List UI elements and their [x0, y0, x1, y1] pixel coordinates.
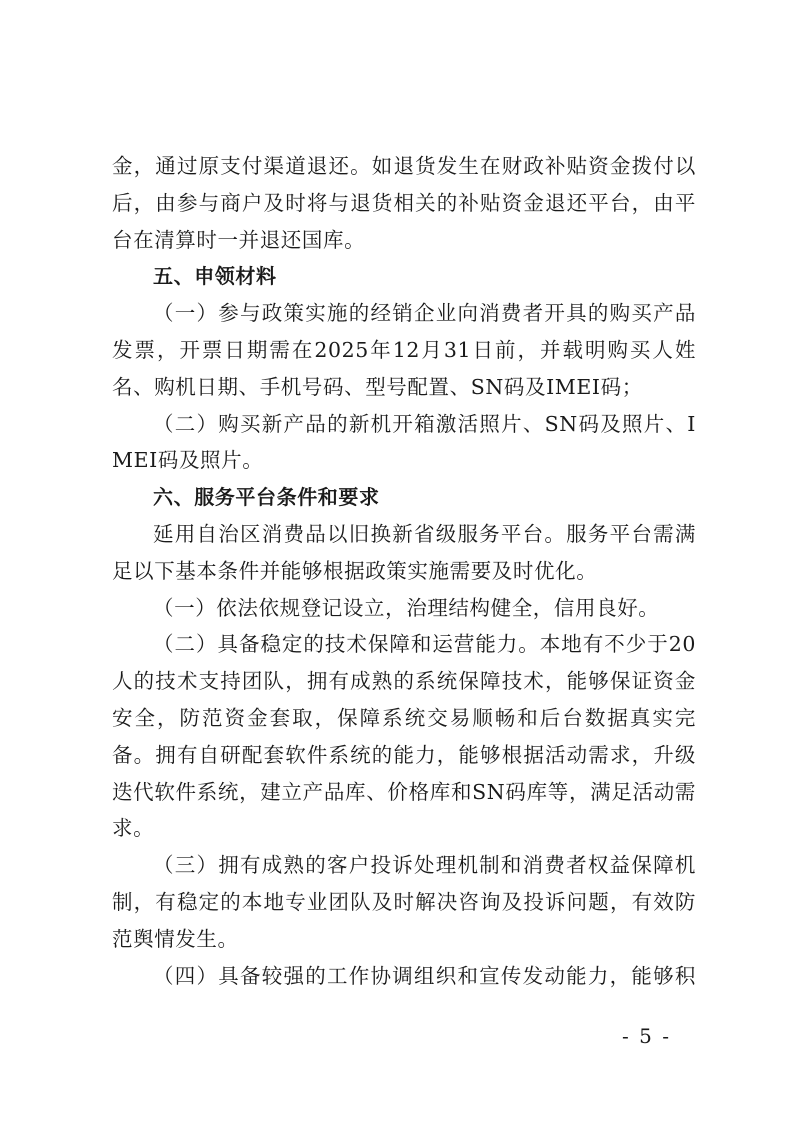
- paragraph-activation-photos: （二）购买新产品的新机开箱激活照片、SN码及照片、IMEI码及照片。: [112, 411, 696, 473]
- section-heading-application-materials: 五、申领材料: [153, 264, 277, 289]
- page-number: - 5 -: [622, 1024, 671, 1048]
- paragraph-requirement-technical: （二）具备稳定的技术保障和运营能力。本地有不少于20人的技术支持团队，拥有成熟的系统保障技术，能够保证资金安全，防范资金套取，保障系统交易顺畅和后台数据真实完备。拥有自研配套软件系统的能力，能够根据活动需求，升级迭代软件系统，建立产品库、价格库和SN码库等，满足活动需求。: [112, 632, 696, 841]
- paragraph-requirement-registration: （一）依法依规登记设立，治理结构健全，信用良好。: [153, 595, 660, 620]
- paragraph-requirement-coordination: （四）具备较强的工作协调组织和宣传发动能力，能够积: [153, 963, 696, 988]
- section-heading-platform-requirements: 六、服务平台条件和要求: [153, 485, 380, 510]
- paragraph-requirement-complaints: （三）拥有成熟的客户投诉处理机制和消费者权益保障机制，有稳定的本地专业团队及时解决咨询及投诉问题，有效防范舆情发生。: [112, 853, 696, 951]
- paragraph-refund-continuation: 金，通过原支付渠道退还。如退货发生在财政补贴资金拨付以后，由参与商户及时将与退货相关的补贴资金退还平台，由平台在清算时一并退还国库。: [112, 154, 696, 252]
- paragraph-invoice-requirement: （一）参与政策实施的经销企业向消费者开具的购买产品发票，开票日期需在2025年12月31日前，并载明购买人姓名、购机日期、手机号码、型号配置、SN码及IMEI码；: [112, 301, 696, 399]
- document-body: [112, 148, 696, 994]
- paragraph-platform-intro: 延用自治区消费品以旧换新省级服务平台。服务平台需满足以下基本条件并能够根据政策实施需要及时优化。: [112, 521, 696, 583]
